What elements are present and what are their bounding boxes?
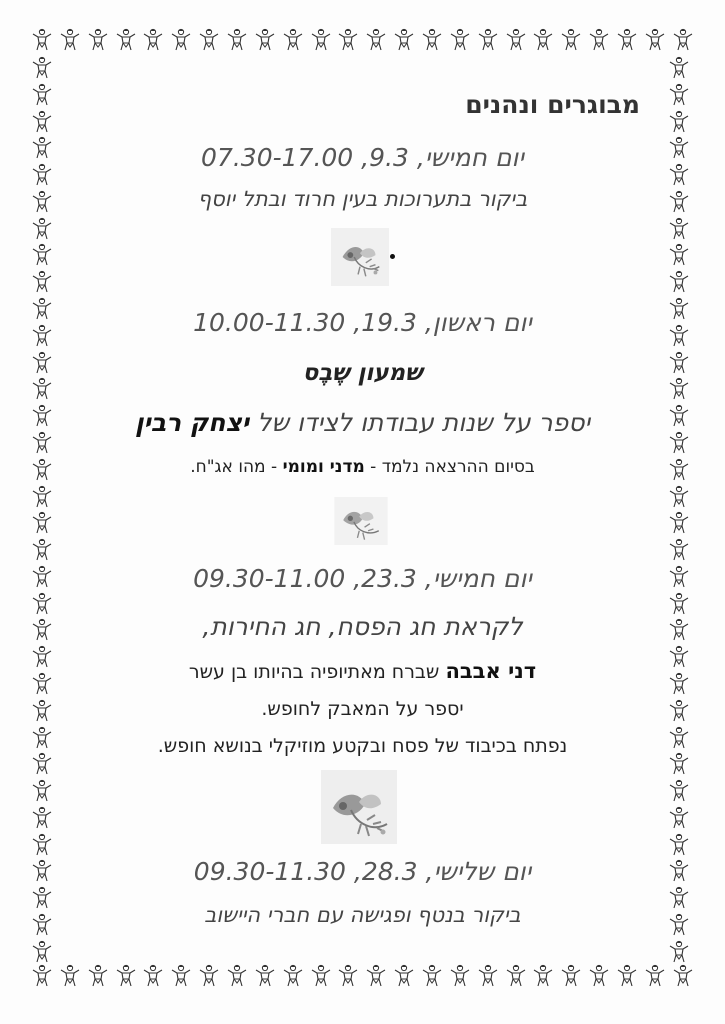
dancing-figure-icon bbox=[667, 110, 691, 134]
event-2-talk bbox=[60, 408, 665, 437]
event-3-guest-desc: שברח מאתיופיה בהיותו בן עשר bbox=[188, 661, 440, 683]
dancing-figure-icon bbox=[30, 538, 54, 562]
dancing-figure-icon bbox=[671, 964, 695, 988]
bullet-dot bbox=[390, 254, 395, 259]
dancing-figure-icon bbox=[667, 886, 691, 910]
event-2-note-prefix: בסיום ההרצאה נלמד - bbox=[370, 457, 535, 477]
dancing-figure-icon bbox=[30, 270, 54, 294]
dancing-figure-icon bbox=[667, 726, 691, 750]
dancing-figure-icon bbox=[30, 163, 54, 187]
dancing-figure-icon bbox=[667, 458, 691, 482]
dancing-figure-icon bbox=[30, 859, 54, 883]
dancing-figure-icon bbox=[30, 806, 54, 830]
dancing-figure-icon bbox=[667, 56, 691, 80]
dancing-figure-icon bbox=[667, 351, 691, 375]
dancing-figure-icon bbox=[30, 913, 54, 937]
dancing-figure-icon bbox=[667, 83, 691, 107]
dancing-figure-icon bbox=[30, 565, 54, 589]
dancing-figure-icon bbox=[30, 699, 54, 723]
dancing-figure-icon bbox=[30, 672, 54, 696]
dancing-figure-icon bbox=[667, 806, 691, 830]
dancing-figure-icon bbox=[667, 699, 691, 723]
event-2-talk-text: יספר על שנות עבודתו לצידו של bbox=[257, 408, 591, 437]
event-3-guest bbox=[60, 659, 665, 683]
event-2-speaker: שמעון שֶבֶס bbox=[302, 360, 423, 386]
dancing-figure-icon bbox=[30, 964, 54, 988]
dancing-figure-icon bbox=[667, 645, 691, 669]
dancing-figure-icon bbox=[667, 270, 691, 294]
border-right bbox=[667, 56, 695, 964]
dancing-figure-icon bbox=[30, 217, 54, 241]
dancing-figure-icon bbox=[30, 645, 54, 669]
dancing-figure-icon bbox=[30, 190, 54, 214]
dancing-figure-icon bbox=[667, 243, 691, 267]
dancing-figure-icon bbox=[667, 485, 691, 509]
dancing-figure-icon bbox=[667, 324, 691, 348]
event-2-note-suffix: - מהו אג"ח. bbox=[190, 457, 278, 477]
dancing-figure-icon bbox=[667, 297, 691, 321]
dancing-figure-icon bbox=[30, 431, 54, 455]
dancing-figure-icon bbox=[667, 431, 691, 455]
event-4-description: ביקור בנטף ופגישה עם חברי היישוב bbox=[204, 903, 521, 927]
dancing-figure-icon bbox=[667, 913, 691, 937]
event-2-talk-name: יצחק רבין bbox=[134, 408, 250, 437]
event-2-date: יום ראשון, 19.3, 10.00-11.30 bbox=[193, 308, 532, 337]
dancing-figure-icon bbox=[667, 565, 691, 589]
dancing-figure-icon bbox=[30, 136, 54, 160]
dancing-figure-icon bbox=[667, 190, 691, 214]
dancing-figure-icon bbox=[30, 833, 54, 857]
event-4-date: יום שלישי, 28.3, 09.30-11.30 bbox=[193, 857, 532, 886]
dancing-figure-icon bbox=[30, 351, 54, 375]
flower-bouquet-icon bbox=[321, 770, 397, 844]
dancing-figure-icon bbox=[667, 217, 691, 241]
dancing-figure-icon bbox=[667, 163, 691, 187]
dancing-figure-icon bbox=[30, 297, 54, 321]
dancing-figure-icon bbox=[667, 511, 691, 535]
event-3-heading: לקראת חג הפסח, חג החירות, bbox=[202, 612, 523, 641]
dancing-figure-icon bbox=[667, 136, 691, 160]
dancing-figure-icon bbox=[667, 592, 691, 616]
dancing-figure-icon bbox=[671, 28, 695, 52]
dancing-figure-icon bbox=[667, 618, 691, 642]
dancing-figure-icon bbox=[30, 28, 54, 52]
dancing-figure-icon bbox=[30, 377, 54, 401]
dancing-figure-icon bbox=[30, 485, 54, 509]
dancing-figure-icon bbox=[667, 859, 691, 883]
event-2-note bbox=[60, 457, 665, 477]
dancing-figure-icon bbox=[667, 779, 691, 803]
dancing-figure-icon bbox=[667, 752, 691, 776]
dancing-figure-icon bbox=[667, 940, 691, 964]
dancing-figure-icon bbox=[30, 779, 54, 803]
dancing-figure-icon bbox=[667, 404, 691, 428]
event-3-line-2: יספר על המאבק לחופש. bbox=[261, 698, 464, 720]
dancing-figure-icon bbox=[30, 592, 54, 616]
dancing-figure-icon bbox=[667, 538, 691, 562]
event-3-date: יום חמישי, 23.3, 09.30-11.00 bbox=[193, 564, 532, 593]
dancing-figure-icon bbox=[30, 243, 54, 267]
dancing-figure-icon bbox=[30, 458, 54, 482]
dancing-figure-icon bbox=[30, 726, 54, 750]
event-3-line-3: נפתח בכיבוד של פסח ובקטע מוזיקלי בנושא חופש. bbox=[157, 735, 568, 757]
dancing-figure-icon bbox=[30, 511, 54, 535]
dancing-figure-icon bbox=[30, 752, 54, 776]
dancing-figure-icon bbox=[30, 83, 54, 107]
event-1-description: ביקור בתערוכות בעין חרוד ובתל יוסף bbox=[197, 187, 528, 211]
dancing-figure-icon bbox=[667, 672, 691, 696]
dancing-figure-icon bbox=[30, 404, 54, 428]
dancing-figure-icon bbox=[30, 886, 54, 910]
flower-bouquet-icon bbox=[331, 228, 389, 286]
dancing-figure-icon bbox=[30, 56, 54, 80]
event-2-note-bold: מדני ומומי bbox=[282, 457, 365, 477]
dancing-figure-icon bbox=[30, 110, 54, 134]
flower-bouquet-icon bbox=[334, 497, 388, 545]
dancing-figure-icon bbox=[30, 618, 54, 642]
event-3-guest-name: דני אבבה bbox=[445, 659, 537, 683]
dancing-figure-icon bbox=[30, 940, 54, 964]
dancing-figure-icon bbox=[30, 324, 54, 348]
page-title: מבוגרים ונהנים bbox=[465, 90, 640, 119]
dancing-figure-icon bbox=[667, 377, 691, 401]
border-left bbox=[30, 56, 58, 964]
event-1-date: יום חמישי, 9.3, 07.30-17.00 bbox=[201, 143, 524, 172]
dancing-figure-icon bbox=[667, 833, 691, 857]
